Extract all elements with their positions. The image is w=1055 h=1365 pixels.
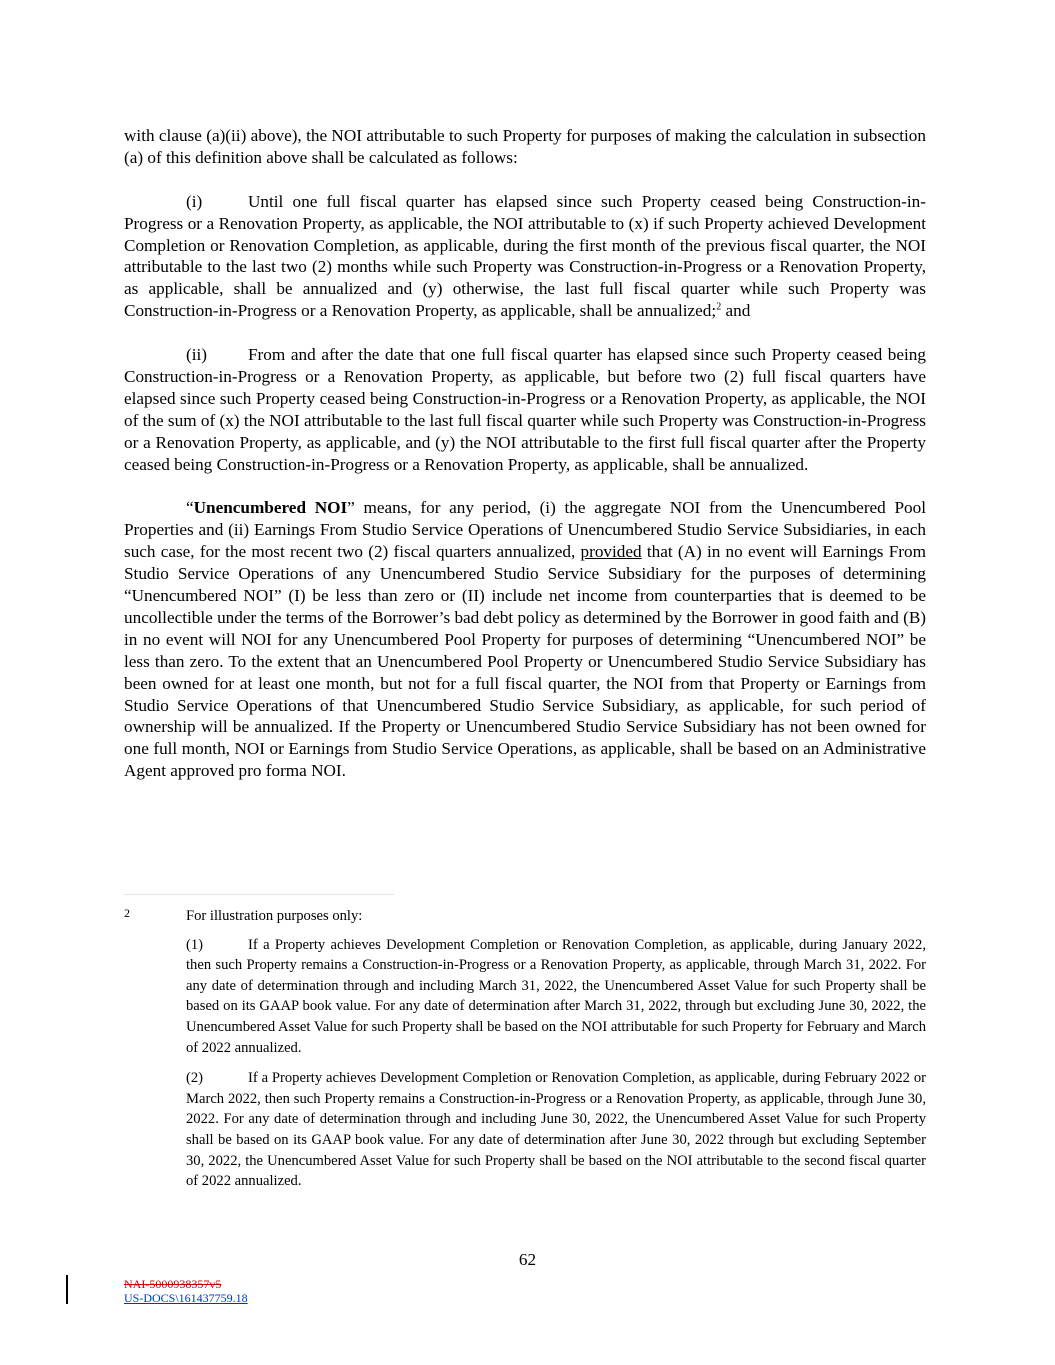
document-body bbox=[124, 125, 926, 782]
footnote-separator bbox=[124, 894, 394, 895]
footnote-item-1 bbox=[124, 935, 926, 1059]
deleted-document-id: NAI-5000938357v5 bbox=[124, 1277, 222, 1291]
clause-i-paragraph bbox=[124, 191, 926, 322]
intro-paragraph: with clause (a)(ii) above), the NOI attributable to such Property for purposes of making the calculation in subsection (a) of this definition above shall be calculated as follows: bbox=[124, 126, 926, 167]
footnote-reference[interactable]: 2 bbox=[716, 301, 722, 313]
defined-term: Unencumbered NOI bbox=[193, 498, 348, 518]
clause-ii-number: (ii) bbox=[186, 345, 207, 365]
clause-i-number: (i) bbox=[186, 191, 203, 211]
footnote-heading: For illustration purposes only: bbox=[186, 908, 363, 924]
change-bar bbox=[66, 1275, 68, 1304]
page-number: 62 bbox=[518, 1250, 537, 1269]
footnote-item-2-number: (2) bbox=[186, 1070, 204, 1087]
footnote-marker: 2 bbox=[124, 906, 130, 920]
definition-text-part-1: ” means, for any period, (i) the aggregate NOI from the Unencumbered Pool Properties and (ii) Earnings From Studio Service Operations of Unencumbered Studio Service Subsidiaries, in each such case, for the most recent two (2) fiscal quarters annualized, bbox=[124, 498, 926, 562]
definition-open-quote: “ bbox=[186, 498, 194, 518]
footnote-item-1-number: (1) bbox=[186, 936, 204, 953]
footnote-section bbox=[124, 906, 926, 1202]
footnote-heading-row bbox=[124, 906, 926, 927]
footnote-item-2 bbox=[124, 1068, 926, 1192]
unencumbered-noi-definition bbox=[124, 497, 926, 782]
clause-ii-text: From and after the date that one full fiscal quarter has elapsed since such Property ceased being Construction-in-Progress or a Renovation Property, as applicable, but before two (2) full fiscal quarters have elapsed since such Property ceased being Construction-in-Progress or a Renovation Property, as applicable, the NOI of the sum of (x) the NOI attributable to the last full fiscal quarter while such Property was Construction-in-Progress or a Renovation Property, as applicable, and (y) the NOI attributable to the first full fiscal quarter after the Property ceased being Construction-in-Progress or a Renovation Property, as applicable, shall be annualized. bbox=[124, 345, 926, 474]
footnote-item-1-text: If a Property achieves Development Completion or Renovation Completion, as applicable, during January 2022, then such Property remains a Construction-in-Progress or a Renovation Property, as applicable, through March 31, 2022. For any date of determination through and including March 31, 2022, the Unencumbered Asset Value for such Property shall be based on its GAAP book value. For any date of determination after March 31, 2022, through but excluding June 30, 2022, the Unencumbered Asset Value for such Property shall be based on the NOI attributable for such Property for February and March of 2022 annualized. bbox=[186, 936, 926, 1056]
inserted-document-id: US-DOCS\161437759.18 bbox=[124, 1291, 248, 1305]
document-id-stamp bbox=[124, 1277, 248, 1305]
clause-i-tail: and bbox=[721, 301, 751, 321]
clause-ii-paragraph bbox=[124, 344, 926, 475]
provided-underlined: provided bbox=[580, 542, 642, 562]
footnote-item-2-text: If a Property achieves Development Completion or Renovation Completion, as applicable, during February 2022 or March 2022, then such Property remains a Construction-in-Progress or a Renovation Property, as applicable, through June 30, 2022. For any date of determination through and including June 30, 2022, the Unencumbered Asset Value for such Property shall be based on its GAAP book value. For any date of determination after June 30, 2022 through but excluding September 30, 2022, the Unencumbered Asset Value for such Property shall be based on the NOI attributable to the second fiscal quarter of 2022 annualized. bbox=[186, 1070, 926, 1190]
clause-i-text: Until one full fiscal quarter has elapsed since such Property ceased being Construction-in-Progress or a Renovation Property, as applicable, the NOI attributable to (x) if such Property achieved Development Completion or Renovation Completion, as applicable, during the first month of the previous fiscal quarter, the NOI attributable to the last two (2) months while such Property was Construction-in-Progress or a Renovation Property, as applicable, shall be annualized and (y) otherwise, the last full fiscal quarter while such Property was Construction-in-Progress or a Renovation Property, as applicable, shall be annualized; bbox=[124, 191, 926, 321]
definition-text-part-2: that (A) in no event will Earnings From Studio Service Operations of any Unencumbered Studio Service Subsidiary for the purposes of determining “Unencumbered NOI” (I) be less than zero or (II) include net income from counterparties that is deemed to be uncollectible under the terms of the Borrower’s bad debt policy as determined by the Borrower in good faith and (B) in no event will NOI for any Unencumbered Pool Property for purposes of determining “Unencumbered NOI” be less than zero. To the extent that an Unencumbered Pool Property or Unencumbered Studio Service Subsidiary has been owned for at least one month, but not for a full fiscal quarter, the NOI from that Property or Earnings from Studio Service Operations of that Unencumbered Studio Service Subsidiary, as applicable, for such period of ownership will be annualized. If the Property or Unencumbered Studio Service Subsidiary has not been owned for one full month, NOI or Earnings from Studio Service Operations, as applicable, shall be based on an Administrative Agent approved pro forma NOI. bbox=[124, 542, 927, 781]
